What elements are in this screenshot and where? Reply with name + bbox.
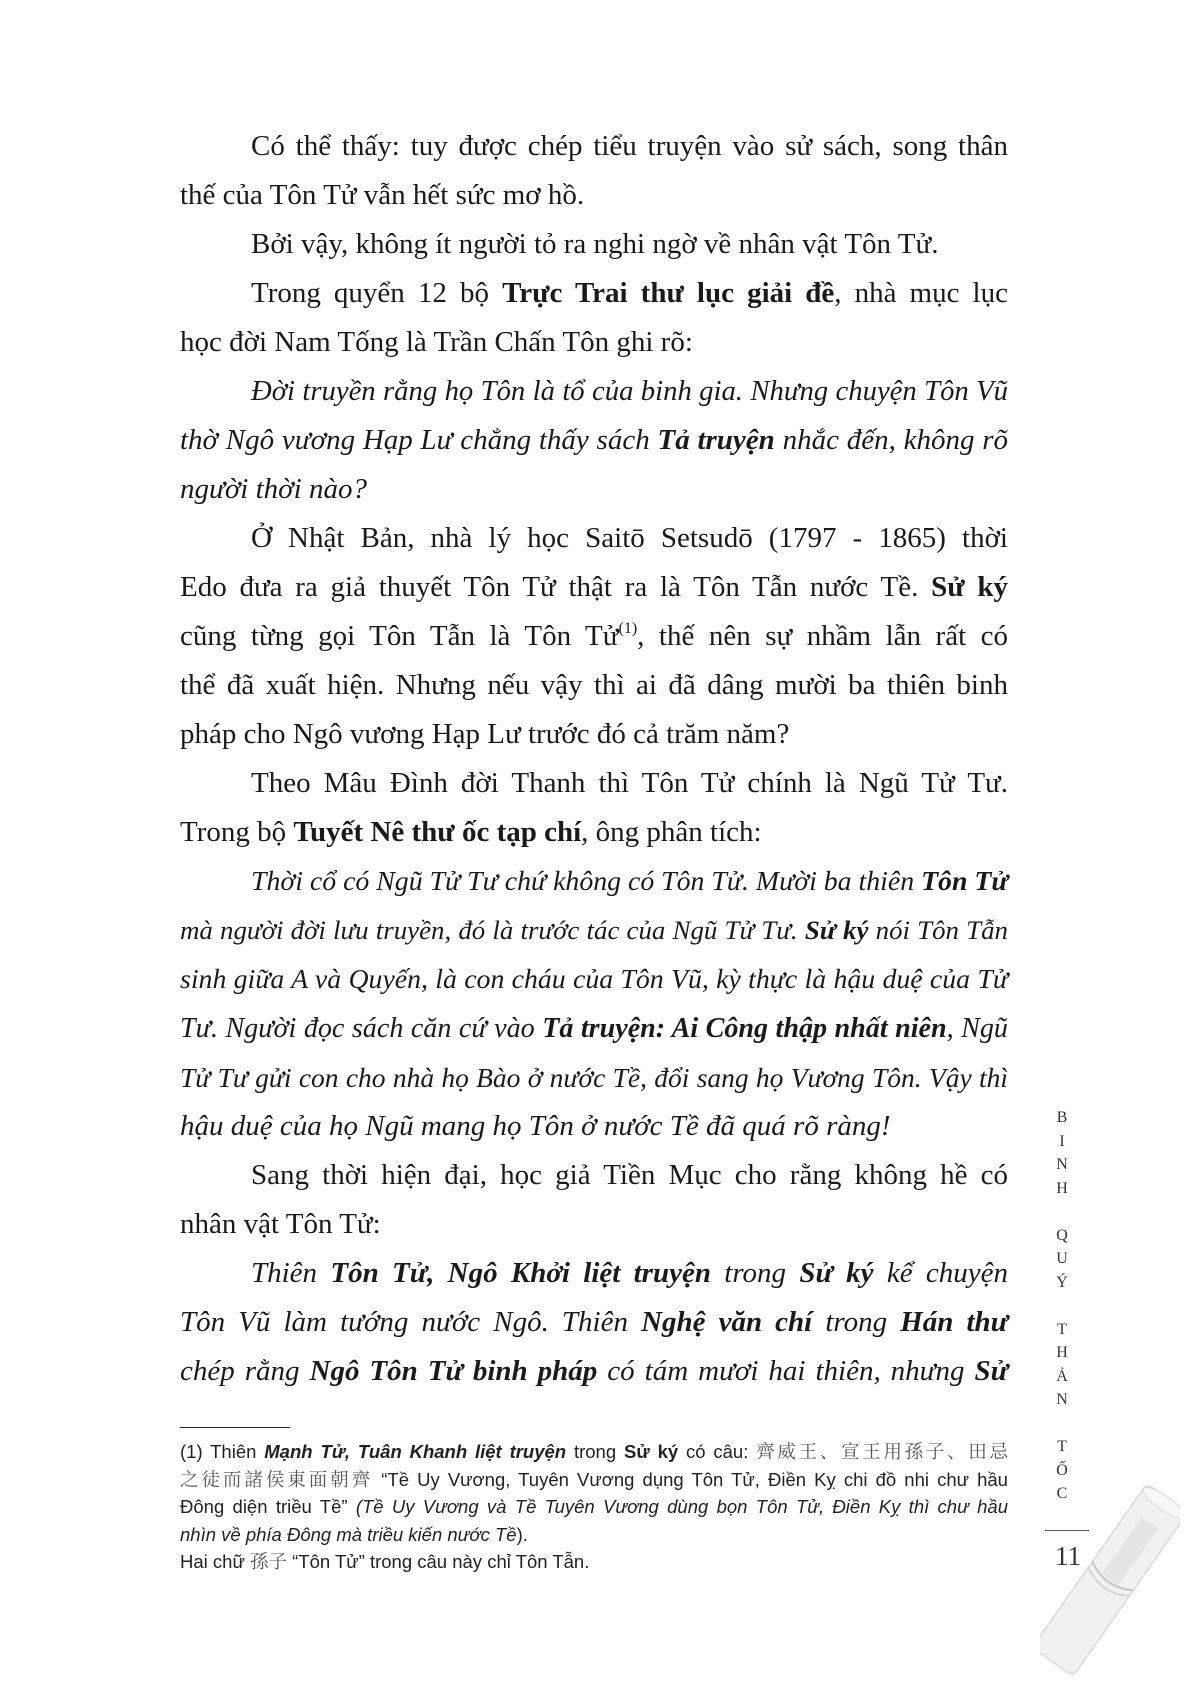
body-line bbox=[180, 759, 1008, 808]
body-line bbox=[180, 122, 1008, 171]
emphasis-run: Trực Trai thư lục giải đề bbox=[502, 277, 835, 309]
emphasis-run: Tả truyện: Ai Công thập nhất niên bbox=[542, 1013, 947, 1044]
emphasis-run: người thời nào? bbox=[180, 473, 367, 505]
text-run: Edo đưa ra giả thuyết Tôn Tử thật ra là Tôn Tẫn nước Tề. bbox=[180, 571, 932, 603]
text-run: Trong quyển 12 bộ bbox=[251, 277, 503, 309]
vertical-title-letter: B bbox=[1056, 1109, 1068, 1126]
emphasis-run: Hán thư bbox=[900, 1306, 1009, 1338]
text-run: (1) Thiên bbox=[180, 1441, 265, 1462]
footnote-line bbox=[180, 1438, 1008, 1466]
emphasis-run: 齊威王、宣王用孫子、田忌 bbox=[756, 1441, 1008, 1462]
vertical-title-letter: I bbox=[1059, 1132, 1065, 1150]
text-run: pháp cho Ngô vương Hạp Lư trước đó cả trăm năm? bbox=[180, 718, 790, 750]
emphasis-run: có tám mươi hai thiên, nhưng bbox=[597, 1355, 975, 1387]
emphasis-run: thờ Ngô vương Hạp Lư chẳng thấy sách bbox=[180, 424, 658, 456]
body-line bbox=[180, 808, 1008, 857]
body-line bbox=[180, 318, 1008, 367]
text-run: trong bbox=[566, 1441, 624, 1462]
text-run: Sang thời hiện đại, học giả Tiền Mục cho rằng không hề có bbox=[251, 1159, 1008, 1191]
body-line bbox=[180, 220, 1008, 269]
footnote-reference: (1) bbox=[618, 620, 638, 637]
vertical-book-title bbox=[1050, 1106, 1074, 1506]
emphasis-run: Tả truyện bbox=[657, 424, 775, 456]
emphasis-run: Tử Tư gửi con cho nhà họ Bào ở nước Tề, đổi sang họ Vương Tôn. Vậy thì bbox=[180, 1062, 1008, 1093]
vertical-title-letter: H bbox=[1056, 1344, 1068, 1361]
vertical-title-letter: Ả bbox=[1056, 1367, 1068, 1385]
vertical-title-letter: N bbox=[1056, 1156, 1068, 1173]
vertical-title-letter: Ố bbox=[1056, 1461, 1068, 1479]
emphasis-run: Ngô Tôn Tử binh pháp bbox=[309, 1355, 598, 1387]
scroll-illustration bbox=[1040, 1480, 1180, 1680]
body-line bbox=[180, 710, 1008, 759]
footnote-line bbox=[180, 1493, 1008, 1521]
footnote-line bbox=[180, 1466, 1008, 1494]
body-line bbox=[180, 1347, 1008, 1396]
emphasis-run: Tôn Tử, Ngô Khởi liệt truyện bbox=[330, 1257, 711, 1289]
body-line bbox=[180, 955, 1008, 1004]
emphasis-run: trong bbox=[812, 1306, 901, 1338]
text-run: thể đã xuất hiện. Nhưng nếu vậy thì ai đã dâng mười ba thiên binh bbox=[180, 669, 1008, 701]
footnote-line bbox=[180, 1521, 1008, 1549]
vertical-title-letter: Q bbox=[1056, 1226, 1068, 1244]
emphasis-run: Sử bbox=[974, 1355, 1009, 1387]
body-line bbox=[180, 857, 1008, 906]
vertical-title-letter bbox=[1050, 1200, 1074, 1224]
footnote bbox=[180, 1438, 1008, 1576]
emphasis-run: 之徒而諸侯東面朝齊 bbox=[180, 1468, 374, 1490]
emphasis-run: Thời cổ có Ngũ Tử Tư chứ không có Tôn Tử. Mười ba thiên bbox=[251, 866, 922, 897]
emphasis-run: nói Tôn Tẫn bbox=[868, 915, 1009, 945]
emphasis-run: nhắc đến, không rõ bbox=[774, 424, 1009, 456]
vertical-title-letter: T bbox=[1057, 1438, 1067, 1455]
body-line bbox=[180, 1102, 1008, 1151]
body-line bbox=[180, 171, 1008, 220]
vertical-title-letter bbox=[1050, 1412, 1074, 1436]
body-line bbox=[180, 563, 1008, 612]
vertical-title-letter: Ý bbox=[1056, 1273, 1068, 1291]
emphasis-run: Sử ký bbox=[623, 1441, 679, 1462]
text-run: thế của Tôn Tử vẫn hết sức mơ hồ. bbox=[180, 179, 585, 211]
footnote-line bbox=[180, 1548, 1008, 1576]
vertical-title-letter bbox=[1050, 1294, 1074, 1318]
page-number-divider bbox=[1045, 1530, 1089, 1531]
emphasis-run: Thiên bbox=[251, 1257, 331, 1289]
emphasis-run: Nghệ văn chí bbox=[641, 1306, 813, 1338]
text-run: “Tề Uy Vương, Tuyên Vương dụng Tôn Tử, Điền Kỵ chi đồ nhi chư hầu bbox=[373, 1468, 1008, 1490]
emphasis-run: Sử ký bbox=[804, 915, 869, 945]
vertical-title-letter: C bbox=[1056, 1485, 1068, 1502]
emphasis-run: Tôn Vũ làm tướng nước Ngô. Thiên bbox=[180, 1306, 642, 1338]
footnote-divider bbox=[180, 1427, 290, 1428]
body-text bbox=[180, 122, 1008, 1396]
text-run: nhân vật Tôn Tử: bbox=[180, 1208, 381, 1240]
text-run: , thế nên sự nhầm lẫn rất có bbox=[637, 620, 1009, 652]
text-run: Theo Mâu Đình đời Thanh thì Tôn Tử chính là Ngũ Tử Tư. bbox=[251, 767, 1008, 799]
emphasis-run: kể chuyện bbox=[873, 1257, 1008, 1289]
page-number: 11 bbox=[1055, 1541, 1081, 1571]
text-run: Hai chữ bbox=[180, 1551, 250, 1572]
body-line bbox=[180, 514, 1008, 563]
emphasis-run: Sử ký bbox=[931, 571, 1008, 603]
text-run: , nhà mục lục bbox=[834, 277, 1008, 309]
text-run: Trong bộ bbox=[180, 816, 294, 848]
emphasis-run: (Tề Uy Vương và Tề Tuyên Vương dùng bọn Tôn Tử, Điền Kỵ thì chư hầu bbox=[355, 1496, 1008, 1517]
emphasis-run: trong bbox=[710, 1257, 800, 1289]
body-line bbox=[180, 1200, 1008, 1249]
emphasis-run: Tuyết Nê thư ốc tạp chí bbox=[293, 816, 582, 848]
body-line bbox=[180, 269, 1008, 318]
body-line bbox=[180, 465, 1008, 514]
emphasis-run: nhìn về phía Đông mà triều kiến nước Tề bbox=[180, 1523, 517, 1545]
text-run: cũng từng gọi Tôn Tẫn là Tôn Tử bbox=[180, 620, 619, 652]
emphasis-run: Đời truyền rằng họ Tôn là tổ của binh gia. Nhưng chuyện Tôn Vũ bbox=[251, 375, 1008, 407]
emphasis-run: 孫子 bbox=[249, 1551, 287, 1572]
text-run: có câu: bbox=[678, 1441, 757, 1462]
text-run: “Tôn Tử” trong câu này chỉ Tôn Tẫn. bbox=[286, 1551, 590, 1572]
text-run: Bởi vậy, không ít người tỏ ra nghi ngờ về nhân vật Tôn Tử. bbox=[251, 228, 939, 260]
emphasis-run: Tôn Tử bbox=[921, 866, 1008, 897]
emphasis-run: Sử ký bbox=[799, 1257, 874, 1289]
emphasis-run: sinh giữa A và Quyến, là con cháu của Tôn Vũ, kỳ thực là hậu duệ của Tử bbox=[180, 964, 1008, 995]
emphasis-run: Mạnh Tử, Tuân Khanh liệt truyện bbox=[264, 1441, 567, 1462]
emphasis-run: Tư. Người đọc sách căn cứ vào bbox=[180, 1013, 543, 1044]
body-line bbox=[180, 661, 1008, 710]
body-line bbox=[180, 906, 1008, 955]
vertical-title-letter: T bbox=[1057, 1320, 1067, 1338]
text-run: ). bbox=[516, 1523, 528, 1545]
body-line bbox=[180, 1053, 1008, 1102]
text-run: Có thể thấy: tuy được chép tiểu truyện vào sử sách, song thân bbox=[251, 130, 1008, 162]
vertical-title-letter: U bbox=[1056, 1250, 1068, 1267]
emphasis-run: mà người đời lưu truyền, đó là trước tác của Ngũ Tử Tư. bbox=[180, 915, 805, 945]
body-line bbox=[180, 416, 1008, 465]
text-run: Đông diện triều Tề” bbox=[180, 1496, 356, 1517]
text-run: Ở Nhật Bản, nhà lý học Saitō Setsudō (1797 - 1865) thời bbox=[251, 522, 1008, 554]
body-line bbox=[180, 1151, 1008, 1200]
emphasis-run: , Ngũ bbox=[946, 1013, 1008, 1044]
emphasis-run: chép rằng bbox=[180, 1355, 310, 1387]
emphasis-run: hậu duệ của họ Ngũ mang họ Tôn ở nước Tề đã quá rõ ràng! bbox=[180, 1110, 891, 1142]
vertical-title-letter: H bbox=[1056, 1179, 1068, 1197]
body-line bbox=[180, 367, 1008, 416]
text-run: , ông phân tích: bbox=[581, 816, 762, 848]
vertical-title-letter: N bbox=[1056, 1391, 1068, 1408]
body-line bbox=[180, 1298, 1008, 1347]
body-line bbox=[180, 1249, 1008, 1298]
body-line bbox=[180, 612, 1008, 661]
body-line bbox=[180, 1004, 1008, 1053]
text-run: học đời Nam Tống là Trần Chấn Tôn ghi rõ: bbox=[180, 326, 693, 358]
